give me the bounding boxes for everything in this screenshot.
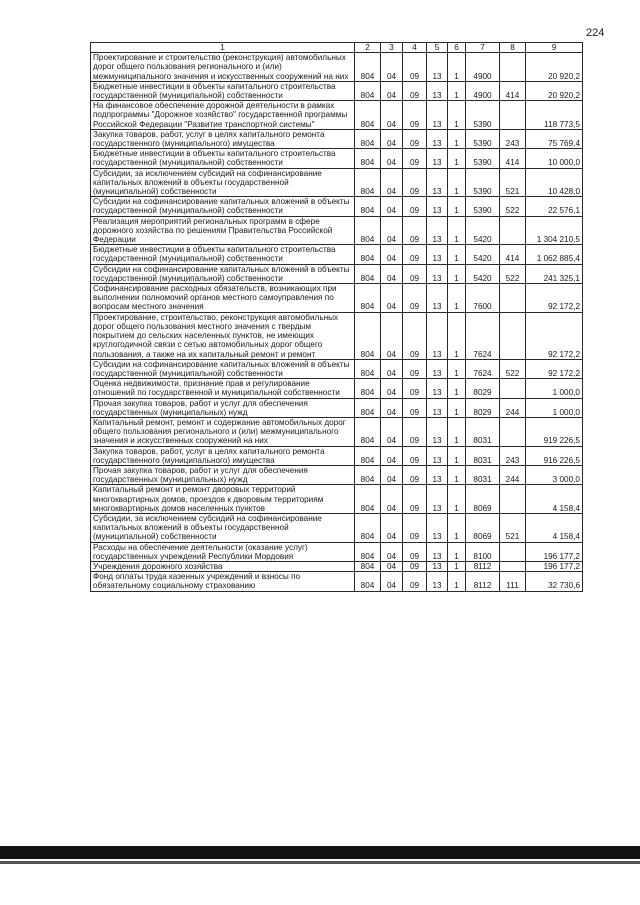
- code-program: 13: [427, 465, 448, 484]
- row-name: Фонд оплаты труда казенных учреждений и взносы по обязательному социальному страхованию: [91, 572, 355, 591]
- code-subsection: 09: [403, 53, 427, 82]
- column-header-2: 2: [355, 43, 381, 53]
- code-admin: 804: [355, 359, 381, 378]
- code-section: 04: [381, 359, 403, 378]
- code-item: 5390: [466, 197, 500, 216]
- code-program: 13: [427, 101, 448, 130]
- code-admin: 804: [355, 513, 381, 542]
- code-subprogram: 1: [448, 53, 466, 82]
- table-row: [91, 359, 583, 378]
- code-subsection: 09: [403, 561, 427, 571]
- column-header-5: 5: [427, 43, 448, 53]
- code-subsection: 09: [403, 149, 427, 168]
- code-admin: 804: [355, 168, 381, 197]
- code-section: 04: [381, 53, 403, 82]
- row-amount: 75 769,4: [526, 129, 583, 148]
- table-row: [91, 417, 583, 446]
- code-program: 13: [427, 149, 448, 168]
- code-program: 13: [427, 379, 448, 398]
- code-section: 04: [381, 101, 403, 130]
- code-program: 13: [427, 245, 448, 264]
- table-row: [91, 197, 583, 216]
- code-expense-type: 414: [500, 245, 526, 264]
- row-amount: 196 177,2: [526, 561, 583, 571]
- row-name: Реализация мероприятий региональных программ в сфере дорожного хозяйства по решениям Правительства Российской Федерации: [91, 216, 355, 245]
- row-amount: 92 172,2: [526, 359, 583, 378]
- row-name: Учреждения дорожного хозяйства: [91, 561, 355, 571]
- code-admin: 804: [355, 264, 381, 283]
- code-expense-type: 243: [500, 129, 526, 148]
- code-admin: 804: [355, 53, 381, 82]
- code-subsection: 09: [403, 168, 427, 197]
- code-section: 04: [381, 149, 403, 168]
- code-program: 13: [427, 129, 448, 148]
- row-amount: 10 000,0: [526, 149, 583, 168]
- code-program: 13: [427, 513, 448, 542]
- code-item: 8069: [466, 513, 500, 542]
- code-admin: 804: [355, 149, 381, 168]
- code-program: 13: [427, 81, 448, 100]
- row-name: Прочая закупка товаров, работ и услуг для обеспечения государственных (муниципальных) нужд: [91, 398, 355, 417]
- code-admin: 804: [355, 465, 381, 484]
- code-admin: 804: [355, 81, 381, 100]
- code-section: 04: [381, 542, 403, 561]
- code-admin: 804: [355, 101, 381, 130]
- code-subsection: 09: [403, 446, 427, 465]
- code-subprogram: 1: [448, 417, 466, 446]
- row-amount: 22 576,1: [526, 197, 583, 216]
- code-subprogram: 1: [448, 284, 466, 313]
- code-section: 04: [381, 312, 403, 359]
- code-admin: 804: [355, 129, 381, 148]
- code-subprogram: 1: [448, 149, 466, 168]
- table-row: [91, 513, 583, 542]
- table-row: [91, 542, 583, 561]
- column-header-8: 8: [500, 43, 526, 53]
- row-amount: 92 172,2: [526, 312, 583, 359]
- row-amount: 20 920,2: [526, 53, 583, 82]
- code-subprogram: 1: [448, 101, 466, 130]
- row-name: Субсидии на софинансирование капитальных вложений в объекты государственной (муниципальной) собственности: [91, 359, 355, 378]
- column-header-1: 1: [91, 43, 355, 53]
- table-row: [91, 446, 583, 465]
- code-subprogram: 1: [448, 446, 466, 465]
- code-subprogram: 1: [448, 485, 466, 514]
- code-section: 04: [381, 284, 403, 313]
- code-admin: 804: [355, 446, 381, 465]
- row-name: Субсидии, за исключением субсидий на софинансирование капитальных вложений в объекты государственной (муниципальной) собственности: [91, 513, 355, 542]
- code-expense-type: [500, 417, 526, 446]
- row-name: Бюджетные инвестиции в объекты капитального строительства государственной (муниципальной) собственности: [91, 149, 355, 168]
- code-expense-type: 521: [500, 168, 526, 197]
- code-expense-type: [500, 216, 526, 245]
- code-subsection: 09: [403, 197, 427, 216]
- code-program: 13: [427, 264, 448, 283]
- code-subprogram: 1: [448, 245, 466, 264]
- code-section: 04: [381, 168, 403, 197]
- row-amount: 241 325,1: [526, 264, 583, 283]
- table-row: [91, 101, 583, 130]
- code-subsection: 09: [403, 245, 427, 264]
- column-header-9: 9: [526, 43, 583, 53]
- code-subprogram: 1: [448, 379, 466, 398]
- code-expense-type: [500, 53, 526, 82]
- code-admin: 804: [355, 197, 381, 216]
- code-item: 8069: [466, 485, 500, 514]
- row-name: Проектирование и строительство (реконструкция) автомобильных дорог общего пользования регионального и (или) межмуниципального значения и искусственных сооружений на них: [91, 53, 355, 82]
- row-name: Софинансирование расходных обязательств, возникающих при выполнении полномочий органов местного самоуправления по вопросам местного значения: [91, 284, 355, 313]
- row-amount: 92 172,2: [526, 284, 583, 313]
- code-section: 04: [381, 129, 403, 148]
- column-header-4: 4: [403, 43, 427, 53]
- table-row: [91, 572, 583, 591]
- code-admin: 804: [355, 312, 381, 359]
- code-expense-type: 244: [500, 465, 526, 484]
- table-row: [91, 485, 583, 514]
- code-section: 04: [381, 513, 403, 542]
- row-amount: 4 158,4: [526, 513, 583, 542]
- table-row: [91, 561, 583, 571]
- code-item: 5390: [466, 149, 500, 168]
- code-expense-type: [500, 379, 526, 398]
- code-item: 5390: [466, 129, 500, 148]
- code-expense-type: 243: [500, 446, 526, 465]
- code-subsection: 09: [403, 264, 427, 283]
- row-name: Субсидии, за исключением субсидий на софинансирование капитальных вложений в объекты государственной (муниципальной) собственности: [91, 168, 355, 197]
- code-program: 13: [427, 359, 448, 378]
- code-program: 13: [427, 398, 448, 417]
- row-amount: 118 773,5: [526, 101, 583, 130]
- row-amount: 4 158,4: [526, 485, 583, 514]
- row-name: Прочая закупка товаров, работ и услуг для обеспечения государственных (муниципальных) нужд: [91, 465, 355, 484]
- code-subsection: 09: [403, 485, 427, 514]
- column-header-7: 7: [466, 43, 500, 53]
- code-item: 8112: [466, 572, 500, 591]
- scan-edge-bar: [0, 846, 640, 859]
- code-section: 04: [381, 398, 403, 417]
- row-amount: 10 428,0: [526, 168, 583, 197]
- row-name: Расходы на обеспечение деятельности (оказание услуг) государственных учреждений Республики Мордовия: [91, 542, 355, 561]
- code-section: 04: [381, 561, 403, 571]
- code-subsection: 09: [403, 129, 427, 148]
- code-program: 13: [427, 312, 448, 359]
- code-item: 5390: [466, 101, 500, 130]
- code-item: 7624: [466, 359, 500, 378]
- code-subprogram: 1: [448, 542, 466, 561]
- code-admin: 804: [355, 216, 381, 245]
- code-subsection: 09: [403, 513, 427, 542]
- code-expense-type: 414: [500, 149, 526, 168]
- code-admin: 804: [355, 379, 381, 398]
- table-row: [91, 245, 583, 264]
- code-program: 13: [427, 561, 448, 571]
- code-subprogram: 1: [448, 197, 466, 216]
- row-amount: 916 226,5: [526, 446, 583, 465]
- code-subprogram: 1: [448, 359, 466, 378]
- row-name: Закупка товаров, работ, услуг в целях капитального ремонта государственного (муниципального) имущества: [91, 446, 355, 465]
- code-subprogram: 1: [448, 312, 466, 359]
- table-body: [91, 53, 583, 591]
- code-item: 5390: [466, 168, 500, 197]
- code-section: 04: [381, 81, 403, 100]
- code-expense-type: [500, 312, 526, 359]
- table-header-row: [91, 43, 583, 53]
- table-row: [91, 284, 583, 313]
- code-subsection: 09: [403, 216, 427, 245]
- code-subprogram: 1: [448, 572, 466, 591]
- code-item: 8031: [466, 417, 500, 446]
- row-name: Субсидии на софинансирование капитальных вложений в объекты государственной (муниципальной) собственности: [91, 197, 355, 216]
- code-section: 04: [381, 245, 403, 264]
- row-amount: 1 000,0: [526, 398, 583, 417]
- table-row: [91, 264, 583, 283]
- code-expense-type: [500, 542, 526, 561]
- code-program: 13: [427, 216, 448, 245]
- code-item: 8029: [466, 398, 500, 417]
- code-program: 13: [427, 572, 448, 591]
- code-subsection: 09: [403, 572, 427, 591]
- code-expense-type: 522: [500, 264, 526, 283]
- row-amount: 1 304 210,5: [526, 216, 583, 245]
- row-amount: 32 730,6: [526, 572, 583, 591]
- code-section: 04: [381, 446, 403, 465]
- row-name: Закупка товаров, работ, услуг в целях капитального ремонта государственного (муниципального) имущества: [91, 129, 355, 148]
- code-item: 8031: [466, 465, 500, 484]
- row-name: На финансовое обеспечение дорожной деятельности в рамках подпрограммы "Дорожное хозяйство" государственной программы Российской Федерации "Развитие транспортной системы": [91, 101, 355, 130]
- row-amount: 3 000,0: [526, 465, 583, 484]
- table-row: [91, 312, 583, 359]
- code-section: 04: [381, 485, 403, 514]
- code-program: 13: [427, 284, 448, 313]
- budget-table: [90, 42, 583, 592]
- row-amount: 1 062 885,4: [526, 245, 583, 264]
- code-program: 13: [427, 53, 448, 82]
- table-row: [91, 53, 583, 82]
- code-subsection: 09: [403, 379, 427, 398]
- code-section: 04: [381, 465, 403, 484]
- table-row: [91, 216, 583, 245]
- code-item: 7624: [466, 312, 500, 359]
- table-row: [91, 81, 583, 100]
- code-subsection: 09: [403, 81, 427, 100]
- code-section: 04: [381, 216, 403, 245]
- code-subprogram: 1: [448, 216, 466, 245]
- code-admin: 804: [355, 398, 381, 417]
- code-program: 13: [427, 168, 448, 197]
- code-item: 8100: [466, 542, 500, 561]
- column-header-3: 3: [381, 43, 403, 53]
- table-row: [91, 379, 583, 398]
- row-amount: 919 226,5: [526, 417, 583, 446]
- code-subprogram: 1: [448, 398, 466, 417]
- code-subsection: 09: [403, 359, 427, 378]
- code-subprogram: 1: [448, 168, 466, 197]
- code-expense-type: 111: [500, 572, 526, 591]
- code-section: 04: [381, 264, 403, 283]
- code-item: 8029: [466, 379, 500, 398]
- code-program: 13: [427, 446, 448, 465]
- table-row: [91, 398, 583, 417]
- code-admin: 804: [355, 572, 381, 591]
- column-header-6: 6: [448, 43, 466, 53]
- code-section: 04: [381, 379, 403, 398]
- code-admin: 804: [355, 542, 381, 561]
- code-expense-type: 244: [500, 398, 526, 417]
- code-subprogram: 1: [448, 129, 466, 148]
- code-subsection: 09: [403, 312, 427, 359]
- code-item: 4900: [466, 81, 500, 100]
- table-row: [91, 129, 583, 148]
- code-expense-type: 414: [500, 81, 526, 100]
- code-item: 5420: [466, 264, 500, 283]
- code-section: 04: [381, 572, 403, 591]
- code-subsection: 09: [403, 101, 427, 130]
- row-name: Бюджетные инвестиции в объекты капитального строительства государственной (муниципальной) собственности: [91, 81, 355, 100]
- row-amount: 1 000,0: [526, 379, 583, 398]
- code-expense-type: [500, 284, 526, 313]
- code-program: 13: [427, 417, 448, 446]
- code-item: 8031: [466, 446, 500, 465]
- scan-edge-line: [0, 861, 640, 864]
- code-subprogram: 1: [448, 561, 466, 571]
- code-expense-type: [500, 561, 526, 571]
- code-subsection: 09: [403, 284, 427, 313]
- code-expense-type: 522: [500, 197, 526, 216]
- code-subprogram: 1: [448, 81, 466, 100]
- code-expense-type: 521: [500, 513, 526, 542]
- row-amount: 196 177,2: [526, 542, 583, 561]
- row-amount: 20 920,2: [526, 81, 583, 100]
- code-subprogram: 1: [448, 465, 466, 484]
- row-name: Капитальный ремонт, ремонт и содержание автомобильных дорог общего пользования регионального и (или) межмуниципального значения и искусственных сооружений на них: [91, 417, 355, 446]
- code-subsection: 09: [403, 465, 427, 484]
- code-admin: 804: [355, 284, 381, 313]
- code-admin: 804: [355, 561, 381, 571]
- code-item: 5420: [466, 245, 500, 264]
- code-subprogram: 1: [448, 264, 466, 283]
- code-program: 13: [427, 197, 448, 216]
- code-expense-type: 522: [500, 359, 526, 378]
- row-name: Бюджетные инвестиции в объекты капитального строительства государственной (муниципальной) собственности: [91, 245, 355, 264]
- code-item: 7600: [466, 284, 500, 313]
- code-section: 04: [381, 197, 403, 216]
- code-item: 4900: [466, 53, 500, 82]
- code-item: 8112: [466, 561, 500, 571]
- row-name: Субсидии на софинансирование капитальных вложений в объекты государственной (муниципальной) собственности: [91, 264, 355, 283]
- code-subsection: 09: [403, 542, 427, 561]
- row-name: Оценка недвижимости, признание прав и регулирование отношений по государственной и муниципальной собственности: [91, 379, 355, 398]
- row-name: Капитальный ремонт и ремонт дворовых территорий многоквартирных домов, проездов к дворовым территориям многоквартирных домов населенных пунктов: [91, 485, 355, 514]
- table-row: [91, 149, 583, 168]
- code-program: 13: [427, 542, 448, 561]
- code-admin: 804: [355, 417, 381, 446]
- row-name: Проектирование, строительство, реконструкция автомобильных дорог общего пользования местного значения с твердым покрытием до сельских населенных пунктов, не имеющих круглогодичной связи с сетью автомобильных дорог общего пользования, а также на их капитальный ремонт и ремонт: [91, 312, 355, 359]
- table-row: [91, 168, 583, 197]
- code-item: 5420: [466, 216, 500, 245]
- table-row: [91, 465, 583, 484]
- code-program: 13: [427, 485, 448, 514]
- code-subprogram: 1: [448, 513, 466, 542]
- code-expense-type: [500, 101, 526, 130]
- code-subsection: 09: [403, 417, 427, 446]
- code-expense-type: [500, 485, 526, 514]
- code-admin: 804: [355, 485, 381, 514]
- code-subsection: 09: [403, 398, 427, 417]
- page-number: 224: [586, 27, 605, 39]
- code-admin: 804: [355, 245, 381, 264]
- code-section: 04: [381, 417, 403, 446]
